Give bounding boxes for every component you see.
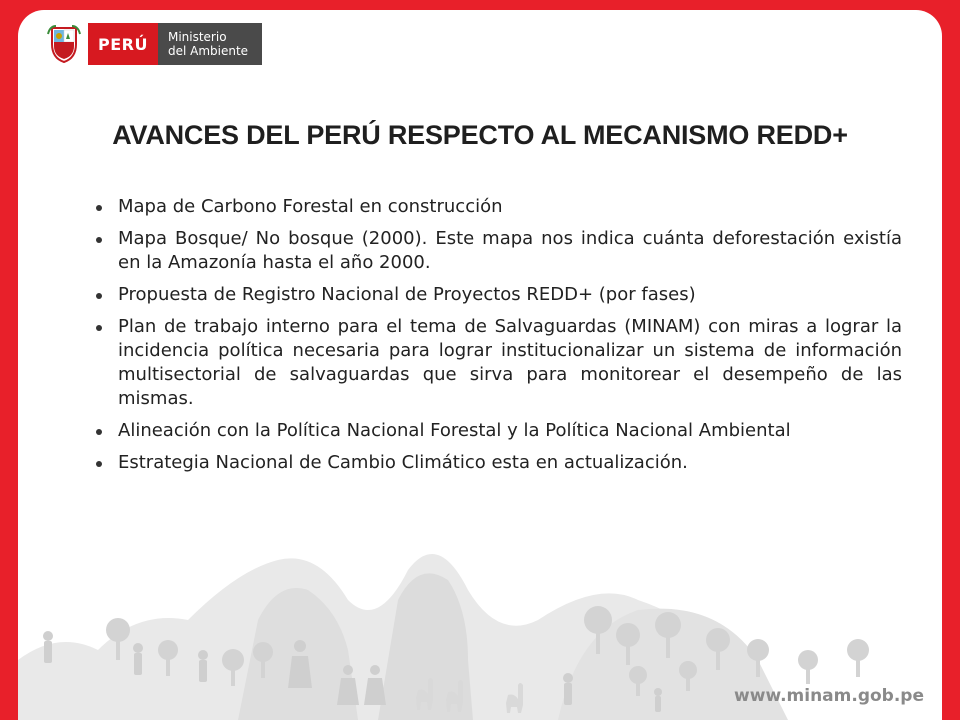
website-url: www.minam.gob.pe <box>734 686 924 706</box>
ministry-line1: Ministerio <box>167 30 227 44</box>
ministry-line2: del Ambiente <box>167 44 249 58</box>
minam-logo <box>46 22 262 66</box>
bullet-item: Alineación con la Política Nacional Forestal y la Política Nacional Ambiental <box>96 419 902 443</box>
coat-of-arms-icon <box>46 24 82 64</box>
bullet-item: Plan de trabajo interno para el tema de Salvaguardas (MINAM) con miras a lograr la incidencia política necesaria para lograr institucionalizar un sistema de información multisectorial de salvaguardas que sirva para monitorear el desempeño de las mismas. <box>96 315 902 411</box>
bullet-item: Propuesta de Registro Nacional de Proyectos REDD+ (por fases) <box>96 283 902 307</box>
peru-label: PERÚ <box>88 23 158 65</box>
bullet-item: Mapa Bosque/ No bosque (2000). Este mapa nos indica cuánta deforestación existía en la Amazonía hasta el año 2000. <box>96 227 902 275</box>
bullet-item: Mapa de Carbono Forestal en construcción <box>96 195 902 219</box>
slide-title: AVANCES DEL PERÚ RESPECTO AL MECANISMO REDD+ <box>112 120 848 150</box>
ministry-label <box>158 23 262 65</box>
bullet-item: Estrategia Nacional de Cambio Climático esta en actualización. <box>96 451 902 475</box>
bullet-list <box>96 195 902 483</box>
slide <box>18 10 942 720</box>
